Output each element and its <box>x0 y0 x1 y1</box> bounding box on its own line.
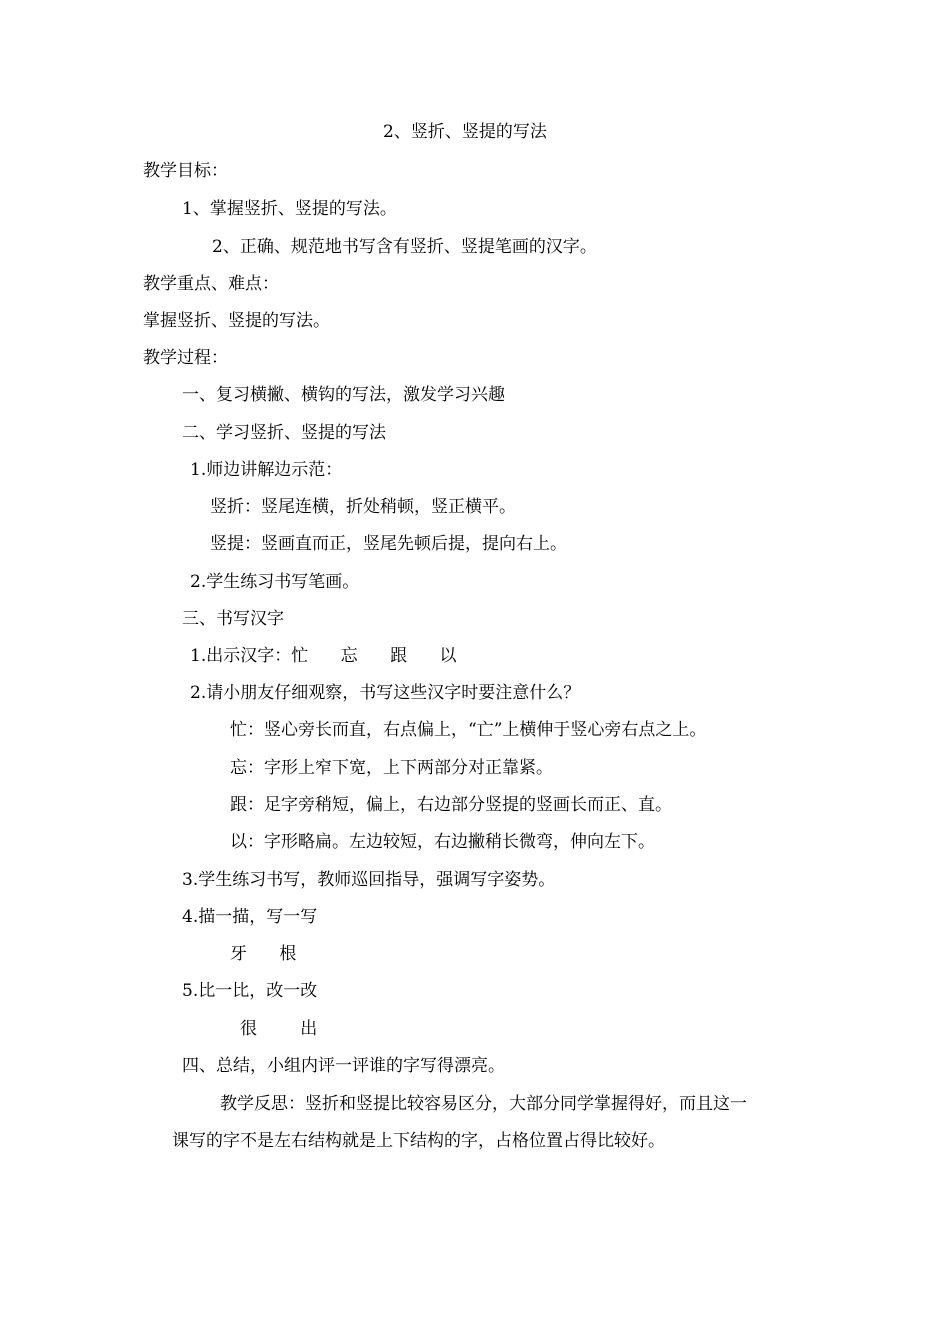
section-3: 三、书写汉字 <box>182 609 284 629</box>
section-2-item-2: 2.学生练习书写笔画。 <box>190 572 360 592</box>
section-3-item-3: 3.学生练习书写，教师巡回指导，强调写字姿势。 <box>182 870 556 890</box>
char-note-yi: 以：字形略扁。左边较短，右边撇稍长微弯，伸向左下。 <box>230 832 655 852</box>
char-note-wang: 忘：字形上窄下宽，上下两部分对正靠紧。 <box>230 758 553 778</box>
char-note-gen: 跟：足字旁稍短，偏上，右边部分竖提的竖画长而正、直。 <box>230 795 672 815</box>
goal-item-2: 2、正确、规范地书写含有竖折、竖提笔画的汉字。 <box>212 237 597 257</box>
section-3-item-5: 5.比一比，改一改 <box>182 981 318 1001</box>
key-points-heading: 教学重点、难点： <box>143 274 279 294</box>
goal-item-1: 1、掌握竖折、竖提的写法。 <box>182 199 397 219</box>
section-2-item-1: 1.师边讲解边示范： <box>190 460 343 480</box>
reflection-line-1: 教学反思：竖折和竖提比较容易区分，大部分同学掌握得好，而且这一 <box>220 1094 747 1114</box>
char-note-mang: 忙：竖心旁长而直，右点偏上，“亡”上横伸于竖心旁右点之上。 <box>230 720 707 740</box>
trace-characters: 牙 根 <box>230 944 297 964</box>
section-3-item-1: 1.出示汉字：忙 忘 跟 以 <box>190 646 457 666</box>
section-3-item-2: 2.请小朋友仔细观察，书写这些汉字时要注意什么？ <box>190 683 581 703</box>
stroke-shuti: 竖提：竖画直而正，竖尾先顿后提，提向右上。 <box>210 534 567 554</box>
reflection-line-2: 课写的字不是左右结构就是上下结构的字，占格位置占得比较好。 <box>172 1131 665 1151</box>
goals-heading: 教学目标： <box>143 161 228 181</box>
compare-characters: 很 出 <box>240 1019 318 1039</box>
section-4: 四、总结，小组内评一评谁的字写得漂亮。 <box>182 1056 505 1076</box>
process-heading: 教学过程： <box>143 348 228 368</box>
document-title: 2、竖折、竖提的写法 <box>383 122 547 142</box>
section-3-item-4: 4.描一描，写一写 <box>182 907 318 927</box>
stroke-shuzhe: 竖折：竖尾连横，折处稍顿，竖正横平。 <box>210 497 516 517</box>
section-2: 二、学习竖折、竖提的写法 <box>182 423 386 443</box>
key-points-text: 掌握竖折、竖提的写法。 <box>143 311 330 331</box>
section-1: 一、复习横撇、横钩的写法，激发学习兴趣 <box>182 385 505 405</box>
